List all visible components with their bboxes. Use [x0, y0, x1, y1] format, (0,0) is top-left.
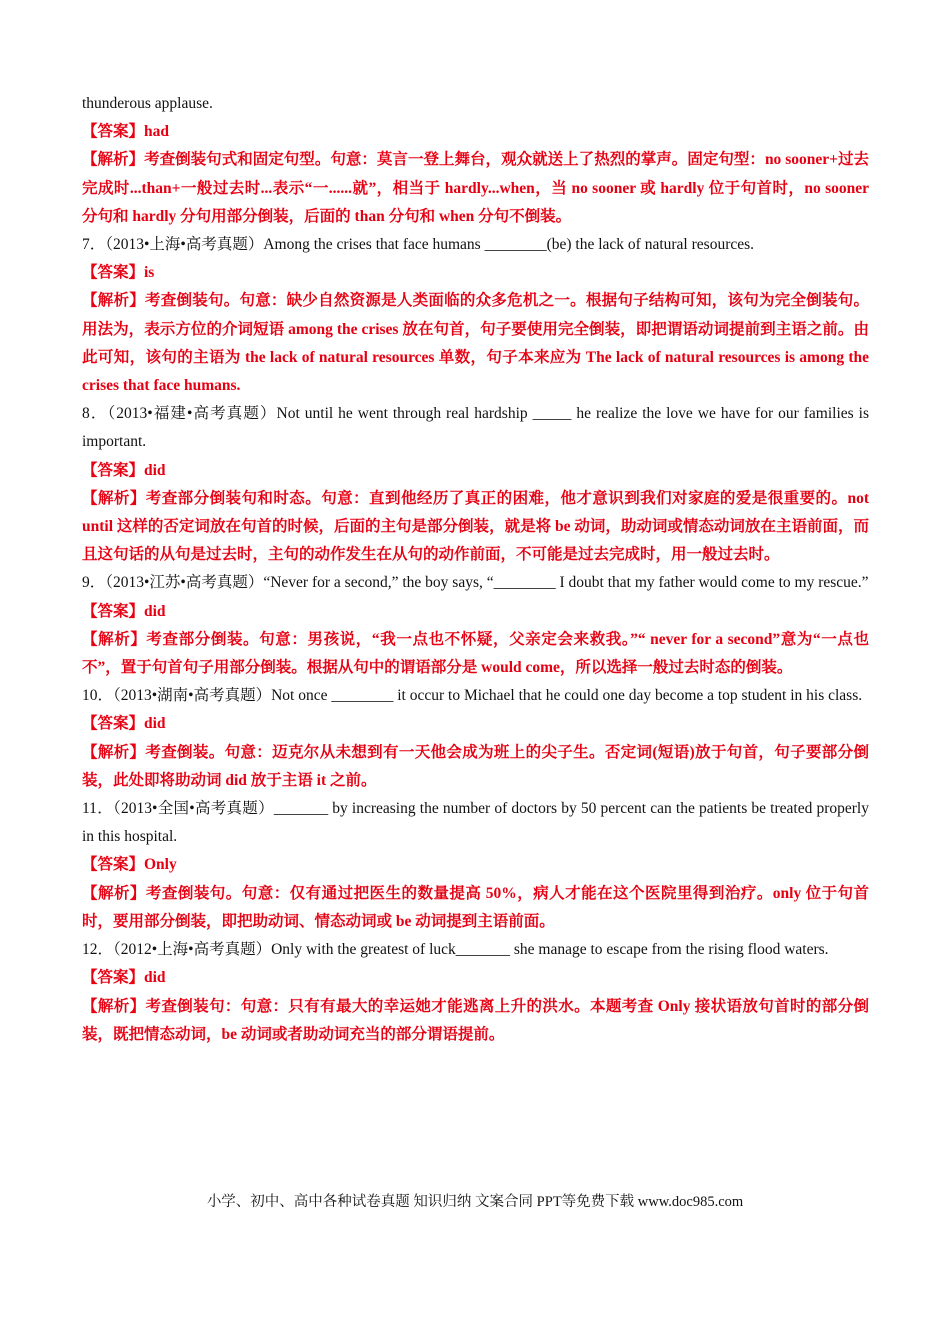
question-10: 10．（2013•湖南•高考真题）Not once ________ it occur to Michael that he could one day become a top student in his class.: [82, 687, 863, 705]
question-12: 12．（2012•上海•高考真题）Only with the greatest of luck_______ she manage to escape from the rising flood waters.: [82, 941, 829, 959]
question-text: thunderous applause.: [82, 95, 213, 112]
question-8: 8．（2013•福建•高考真题）Not until he went through real hardship _____ he realize the love we have for our families is important.: [82, 405, 869, 451]
question-7: 7．（2013•上海•高考真题）Among the crises that face humans ________(be) the lack of natural resources.: [82, 236, 755, 254]
page-footer: 小学、初中、高中各种试卷真题 知识归纳 文案合同 PPT等免费下载 www.doc985.com: [206, 1194, 744, 1210]
answer-line: 【答案】had: [82, 123, 169, 141]
answer-line: 【答案】did: [82, 969, 166, 987]
answer-line: 【答案】is: [82, 264, 155, 282]
explanation-paragraph: 【解析】考查倒装。句意：迈克尔从未想到有一天他会成为班上的尖子生。否定词(短语)放于句首，句子要部分倒装，此处即将助动词 did 放于主语 it 之前。: [82, 743, 869, 789]
question-11: 11．（2013•全国•高考真题）_______ by increasing the number of doctors by 50 percent can the patients be treated properly in this hospital.: [82, 800, 869, 846]
explanation-paragraph: 【解析】考查倒装句。句意：缺少自然资源是人类面临的众多危机之一。根据句子结构可知，该句为完全倒装句。用法为，表示方位的介词短语 among the crises 放在句首，句子要使用完全倒装，即把谓语动词提前到主语之前。由此可知，该句的主语为 the lack of natural resources 单数，句子本来应为 The lack of natural resources is among the crises that face humans.: [82, 292, 869, 395]
answer-line: 【答案】Only: [82, 856, 177, 874]
explanation-paragraph: 【解析】考查倒装句式和固定句型。句意：莫言一登上舞台，观众就送上了热烈的掌声。固定句型：no sooner+过去完成时...than+一般过去时...表示“一......就”，相当于 hardly...when，当 no sooner 或 hardly 位于句首时，no sooner 分句和 hardly 分句用部分倒装，后面的 than 分句和 when 分句不倒装。: [82, 151, 869, 225]
answer-line: 【答案】did: [82, 602, 166, 620]
explanation-paragraph: 【解析】考查倒装句。句意：仅有通过把医生的数量提高 50%，病人才能在这个医院里得到治疗。only 位于句首时，要用部分倒装，即把助动词、情态动词或 be 动词提到主语前面。: [82, 884, 869, 930]
question-9: 9．（2013•江苏•高考真题）“Never for a second,” the boy says, “________ I doubt that my father would come to my rescue.”: [82, 574, 869, 592]
explanation-paragraph: 【解析】考查部分倒装句和时态。句意：直到他经历了真正的困难，他才意识到我们对家庭的爱是很重要的。not until 这样的否定词放在句首的时候，后面的主句是部分倒装，就是将 be 动词，助动词或情态动词放在主语前面，而且这句话的从句是过去时，主句的动作发生在从句的动作前面，不可能是过去完成时，用一般过去时。: [82, 489, 869, 564]
answer-line: 【答案】did: [82, 461, 166, 479]
document-body: [82, 90, 869, 1049]
explanation-paragraph: 【解析】考查倒装句：句意：只有有最大的幸运她才能逃离上升的洪水。本题考查 Only 接状语放句首时的部分倒装，既把情态动词，be 动词或者助动词充当的部分谓语提前。: [82, 997, 869, 1043]
answer-line: 【答案】did: [82, 715, 166, 733]
explanation-paragraph: 【解析】考查部分倒装。句意：男孩说，“我一点也不怀疑，父亲定会来救我。”“ never for a second”意为“一点也不”，置于句首句子用部分倒装。根据从句中的谓语部分是 would come，所以选择一般过去时态的倒装。: [82, 630, 869, 677]
